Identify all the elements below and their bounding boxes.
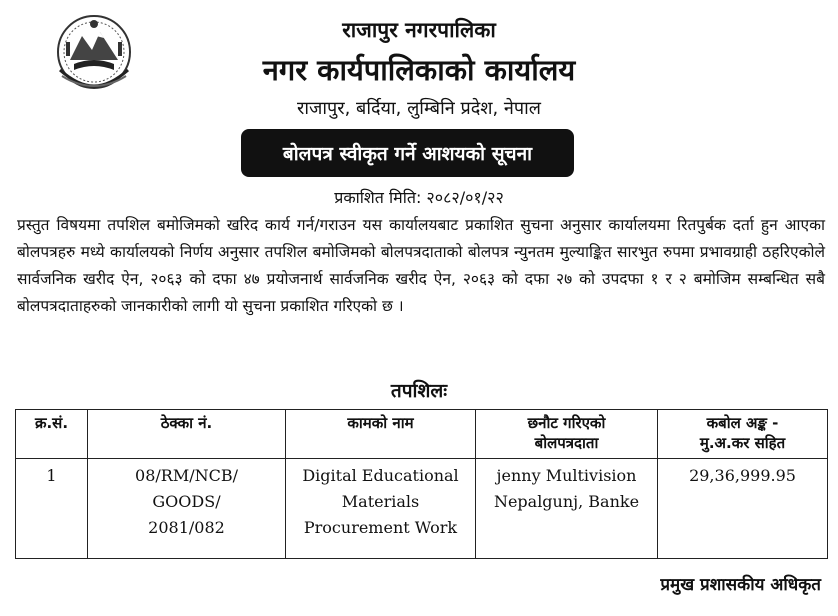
contract-no-line: 08/RM/NCB/ <box>135 466 238 485</box>
cell-contract-no <box>88 459 286 559</box>
col-header-selected-bidder-line2: बोलपत्रदाता <box>534 434 599 452</box>
signature-title: प्रमुख प्रशासकीय अधिकृत <box>660 575 821 595</box>
notice-title: बोलपत्र स्वीकृत गर्ने आशयको सूचना <box>282 143 533 165</box>
col-header-bid-amount-line2: मु.अ.कर सहित <box>699 434 786 452</box>
published-date: प्रकाशित मिति: २०८२/०१/२२ <box>334 188 504 207</box>
work-name-line: Procurement Work <box>303 518 458 537</box>
bidder-line: Nepalgunj, Banke <box>493 492 640 511</box>
cell-work-name <box>286 459 476 559</box>
office-address: राजापुर, बर्दिया, लुम्बिनि प्रदेश, नेपाल <box>296 98 542 119</box>
cell-bidder <box>476 459 658 559</box>
details-heading: तपशिलः <box>390 380 448 402</box>
office-name: नगर कार्यपालिकाको कार्यालय <box>262 53 576 87</box>
cell-sn: 1 <box>16 459 88 559</box>
col-header-sn: क्र.सं. <box>16 410 88 459</box>
work-name-line: Materials <box>341 492 420 511</box>
notice-body: प्रस्तुत विषयमा तपशिल बमोजिमको खरिद कार्य गर्न/गराउन यस कार्यालयबाट प्रकाशित सुचना अनुसार कार्यालयमा रितपुर्बक दर्ता हुन आएका बोलपत्रहरु मध्ये कार्यालयको निर्णय अनुसार तपशिल बमोजिमको बोलपत्रदाताको बोलपत्र न्युनतम मुल्याङ्कित सारभुत रुपमा प्रभावग्राही ठहरिएकोले सार्वजनिक खरीद ऐन, २०६३ को दफा ४७ प्रयोजनार्थ सार्वजनिक खरीद ऐन, २०६३ को दफा २७ को उपदफा १ र २ बमोजिम सम्बन्धित सबै बोलपत्रदाताहरुको जानकारीको लागी यो सुचना प्रकाशित गरिएको छ । <box>17 216 825 315</box>
col-header-selected-bidder <box>476 410 658 459</box>
col-header-selected-bidder-line1: छनौट गरिएको <box>527 414 606 432</box>
col-header-bid-amount-line1: कबोल अङ्क - <box>706 414 779 432</box>
col-header-bid-amount <box>658 410 828 459</box>
contract-no-line: 2081/082 <box>148 518 225 537</box>
municipality-name: राजापुर नगरपालिका <box>342 18 496 42</box>
col-header-contract-no: ठेक्का नं. <box>88 410 286 459</box>
work-name-line: Digital Educational <box>302 466 459 485</box>
col-header-work-name: कामको नाम <box>286 410 476 459</box>
table-row <box>16 459 828 559</box>
cell-bid-amount: 29,36,999.95 <box>658 459 828 559</box>
notice-title-box <box>241 129 574 177</box>
contract-no-line: GOODS/ <box>152 492 221 511</box>
table-header-row <box>16 410 828 459</box>
bidder-line: jenny Multivision <box>496 466 637 485</box>
bid-details-table <box>15 409 828 559</box>
